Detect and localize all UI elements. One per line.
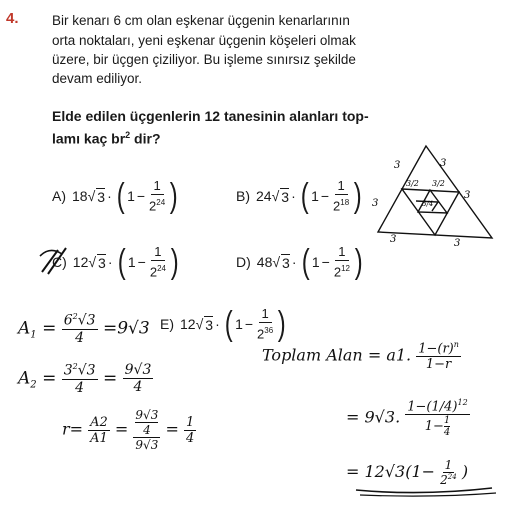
hw-a2: $A_2$ = $\frac{3^2√3}{4}$ = $\frac{9√3}{4}$ — [18, 362, 152, 396]
svg-text:3: 3 — [454, 238, 461, 249]
question-prompt-line-2: lamı kaç $br^2$ dir? — [52, 130, 161, 147]
hw-a1: $A_1$ = $\frac{6^2√3}{4}$ =9√3 — [18, 312, 150, 346]
option-b[interactable]: B) 24 √ 3 · ( 1 − $\frac{1}{2^{18}}$ ) — [236, 177, 362, 216]
svg-text:3/2: 3/2 — [406, 179, 419, 188]
hw-total-line-2: = 9√3. $1-(1/4)^{12}$ 1− $\frac{1}{4}$ — [346, 398, 468, 439]
svg-text:3/2: 3/2 — [432, 179, 445, 188]
question-prompt-line-1: Elde edilen üçgenlerin 12 tanesinin alanları top- — [52, 108, 369, 124]
question-stem-line-1: Bir kenarı 6 cm olan eşkenar üçgenin kenarlarının — [52, 13, 350, 28]
option-a[interactable]: A) 18 √ 3 · ( 1 − $\frac{1}{2^{24}}$ ) — [52, 177, 178, 216]
selection-mark — [38, 244, 78, 280]
hw-ratio: r= $\frac{A2}{A1}$ = 9√3 4 9√3 = $\frac{1}{4}$ — [62, 408, 195, 452]
question-stem-line-4: devam ediliyor. — [52, 71, 143, 86]
question-number: 4. — [6, 10, 19, 27]
hw-total-line-3: = 12√3(1− $\frac{1}{2^{24}}$ ) — [346, 458, 469, 487]
svg-text:3: 3 — [372, 198, 379, 209]
answer-underline — [352, 484, 502, 498]
question-stem-line-2: orta noktaları, yeni eşkenar üçgenin köşeleri olmak — [52, 33, 356, 48]
option-d[interactable]: D) 48 √ 3 · ( 1 − $\frac{1}{2^{12}}$ ) — [236, 243, 363, 282]
svg-text:3: 3 — [440, 158, 447, 169]
svg-text:3: 3 — [394, 160, 401, 171]
option-c[interactable]: C) 12 √ 3 · ( 1 − $\frac{1}{2^{24}}$ ) — [52, 243, 179, 282]
question-stem-line-3: üzere, bir üçgen çiziliyor. Bu işleme sınırsız şekilde — [52, 52, 356, 67]
svg-text:3/4: 3/4 — [422, 200, 434, 208]
hw-total-area: Toplam Alan = a1. $\frac{1-(r)^n}{1-r}$ — [262, 340, 459, 373]
svg-text:3: 3 — [390, 234, 397, 245]
triangle-sketch — [370, 140, 502, 250]
option-e[interactable]: E) 12 √ 3 · ( 1 − $\frac{1}{2^{36}}$ ) — [160, 305, 286, 344]
svg-text:3: 3 — [464, 190, 471, 201]
